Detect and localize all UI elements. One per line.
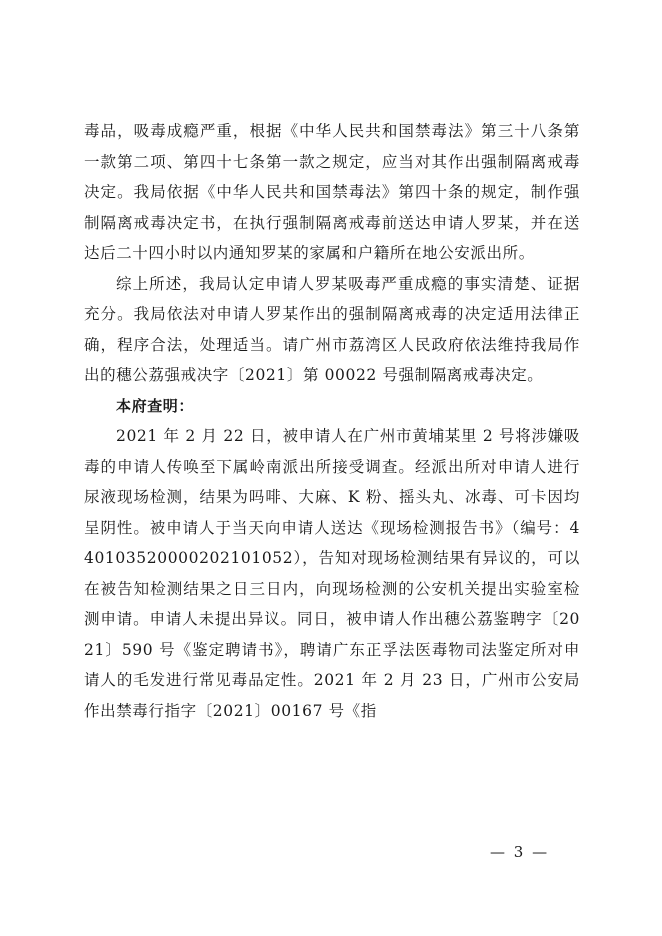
paragraph-detox-decision-basis: 毒品，吸毒成瘾严重，根据《中华人民共和国禁毒法》第三十八条第一款第二项、第四十七条第一款之规定，应当对其作出强制隔离戒毒决定。我局依据《中华人民共和国禁毒法》第四十条的规定，制作强制隔离戒毒决定书，在执行强制隔离戒毒前送达申请人罗某，并在送达后二十四小时以内通知罗某的家属和户籍所在地公安派出所。 [84, 122, 580, 262]
paragraph-findings-detail: 2021 年 2 月 22 日，被申请人在广州市黄埔某里 2 号将涉嫌吸毒的申请人传唤至下属岭南派出所接受调查。经派出所对申请人进行尿液现场检测，结果为吗啡、大麻、K 粉、摇头丸、冰毒、可卡因均呈阴性。被申请人于当天向申请人送达《现场检测报告书》（编号：440103520000202101052），告知对现场检测结果有异议的，可以在被告知检测结果之日三日内，向现场检测的公安机关提出实验室检测申请。申请人未提出异议。同日，被申请人作出穗公荔鉴聘字〔2021〕590 号《鉴定聘请书》，聘请广东正孚法医毒物司法鉴定所对申请人的毛发进行常见毒品定性。2021 年 2 月 23 日，广州市公安局作出禁毒行指字〔2021〕00167 号《指 [84, 427, 580, 720]
section-heading-findings: 本府查明： [116, 396, 195, 415]
document-body [84, 116, 580, 726]
page-number: — 3 — [490, 843, 550, 861]
paragraph-summary-request: 综上所述，我局认定申请人罗某吸毒严重成瘾的事实清楚、证据充分。我局依法对申请人罗某作出的强制隔离戒毒的决定适用法律正确，程序合法，处理适当。请广州市荔湾区人民政府依法维持我局作出的穗公荔强戒决字〔2021〕第 00022 号强制隔离戒毒决定。 [84, 274, 580, 384]
